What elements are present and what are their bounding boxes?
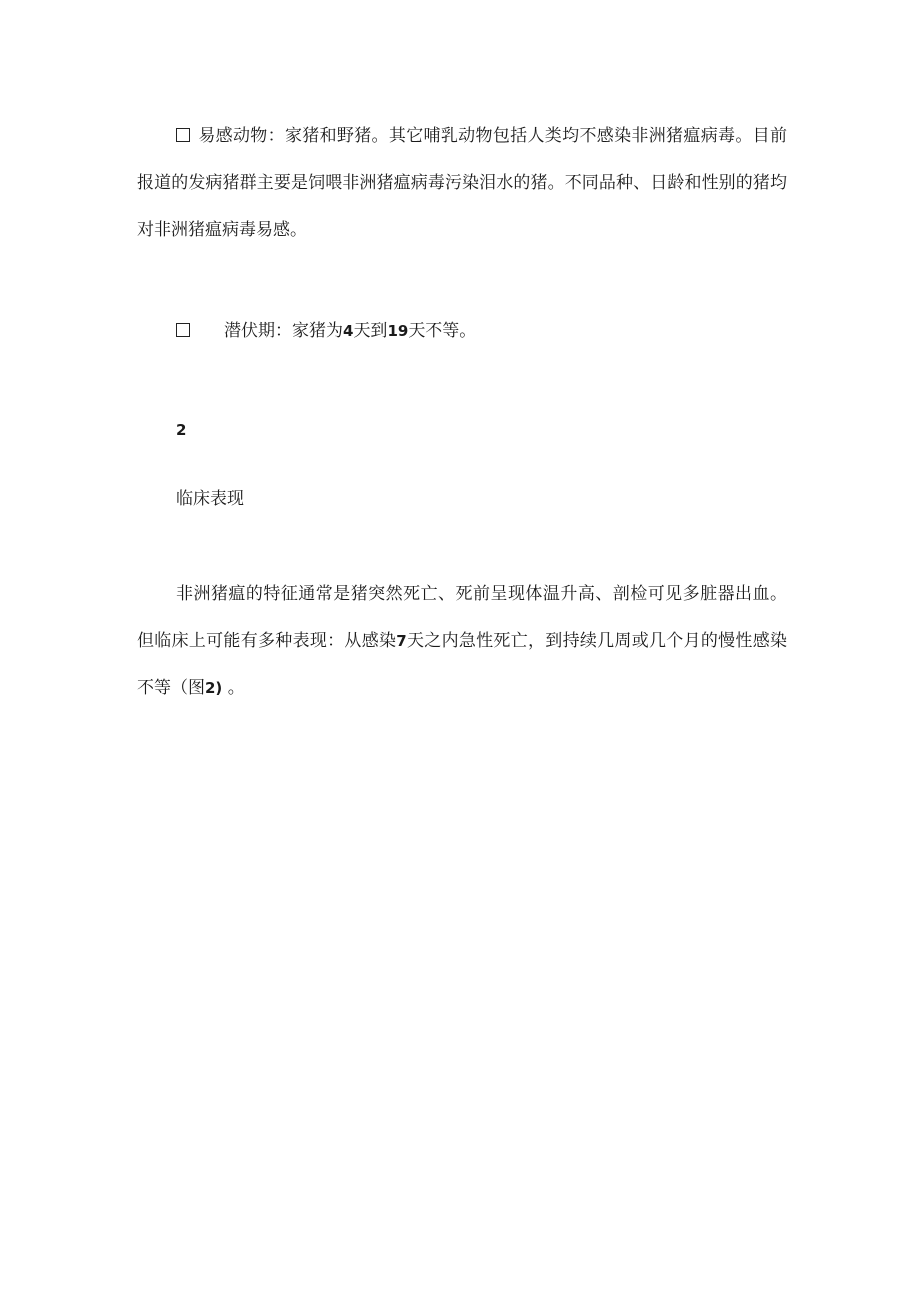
susceptible-animals-text: 易感动物：家猪和野猪。其它哺乳动物包括人类均不感染非洲猪瘟病毒。目前报道的发病猪群主要是饲喂非洲猪瘟病毒污染泪水的猪。不同品种、日龄和性别的猪均对非洲猪瘟病毒易感。 bbox=[137, 126, 787, 240]
clinical-text-part1: 非洲猪瘟的特征通常是猪突然死亡、死前呈现体温升高、剖检可见多脏器出血。但临床上可能有多种表现：从感染 bbox=[137, 584, 787, 651]
incubation-period-line bbox=[176, 308, 476, 355]
section-title: 临床表现 bbox=[176, 489, 244, 509]
incubation-mid: 天到 bbox=[353, 321, 388, 341]
susceptible-animals-paragraph bbox=[137, 113, 787, 254]
section-number: 2 bbox=[176, 421, 187, 439]
incubation-min-days: 4 bbox=[343, 322, 354, 340]
clinical-text-part3: 。 bbox=[222, 678, 245, 698]
incubation-suffix: 天不等。 bbox=[408, 321, 477, 341]
checkbox-icon bbox=[176, 128, 190, 142]
checkbox-icon bbox=[176, 323, 190, 337]
clinical-text-part2: 天之内急性死亡，到持续几周或几个月的慢性感染不等（图 bbox=[137, 631, 787, 698]
figure-reference: 2) bbox=[205, 679, 223, 697]
incubation-max-days: 19 bbox=[387, 322, 409, 340]
clinical-signs-paragraph bbox=[137, 571, 787, 712]
clinical-days-number: 7 bbox=[396, 632, 407, 650]
incubation-prefix: 潜伏期：家猪为 bbox=[224, 321, 343, 341]
